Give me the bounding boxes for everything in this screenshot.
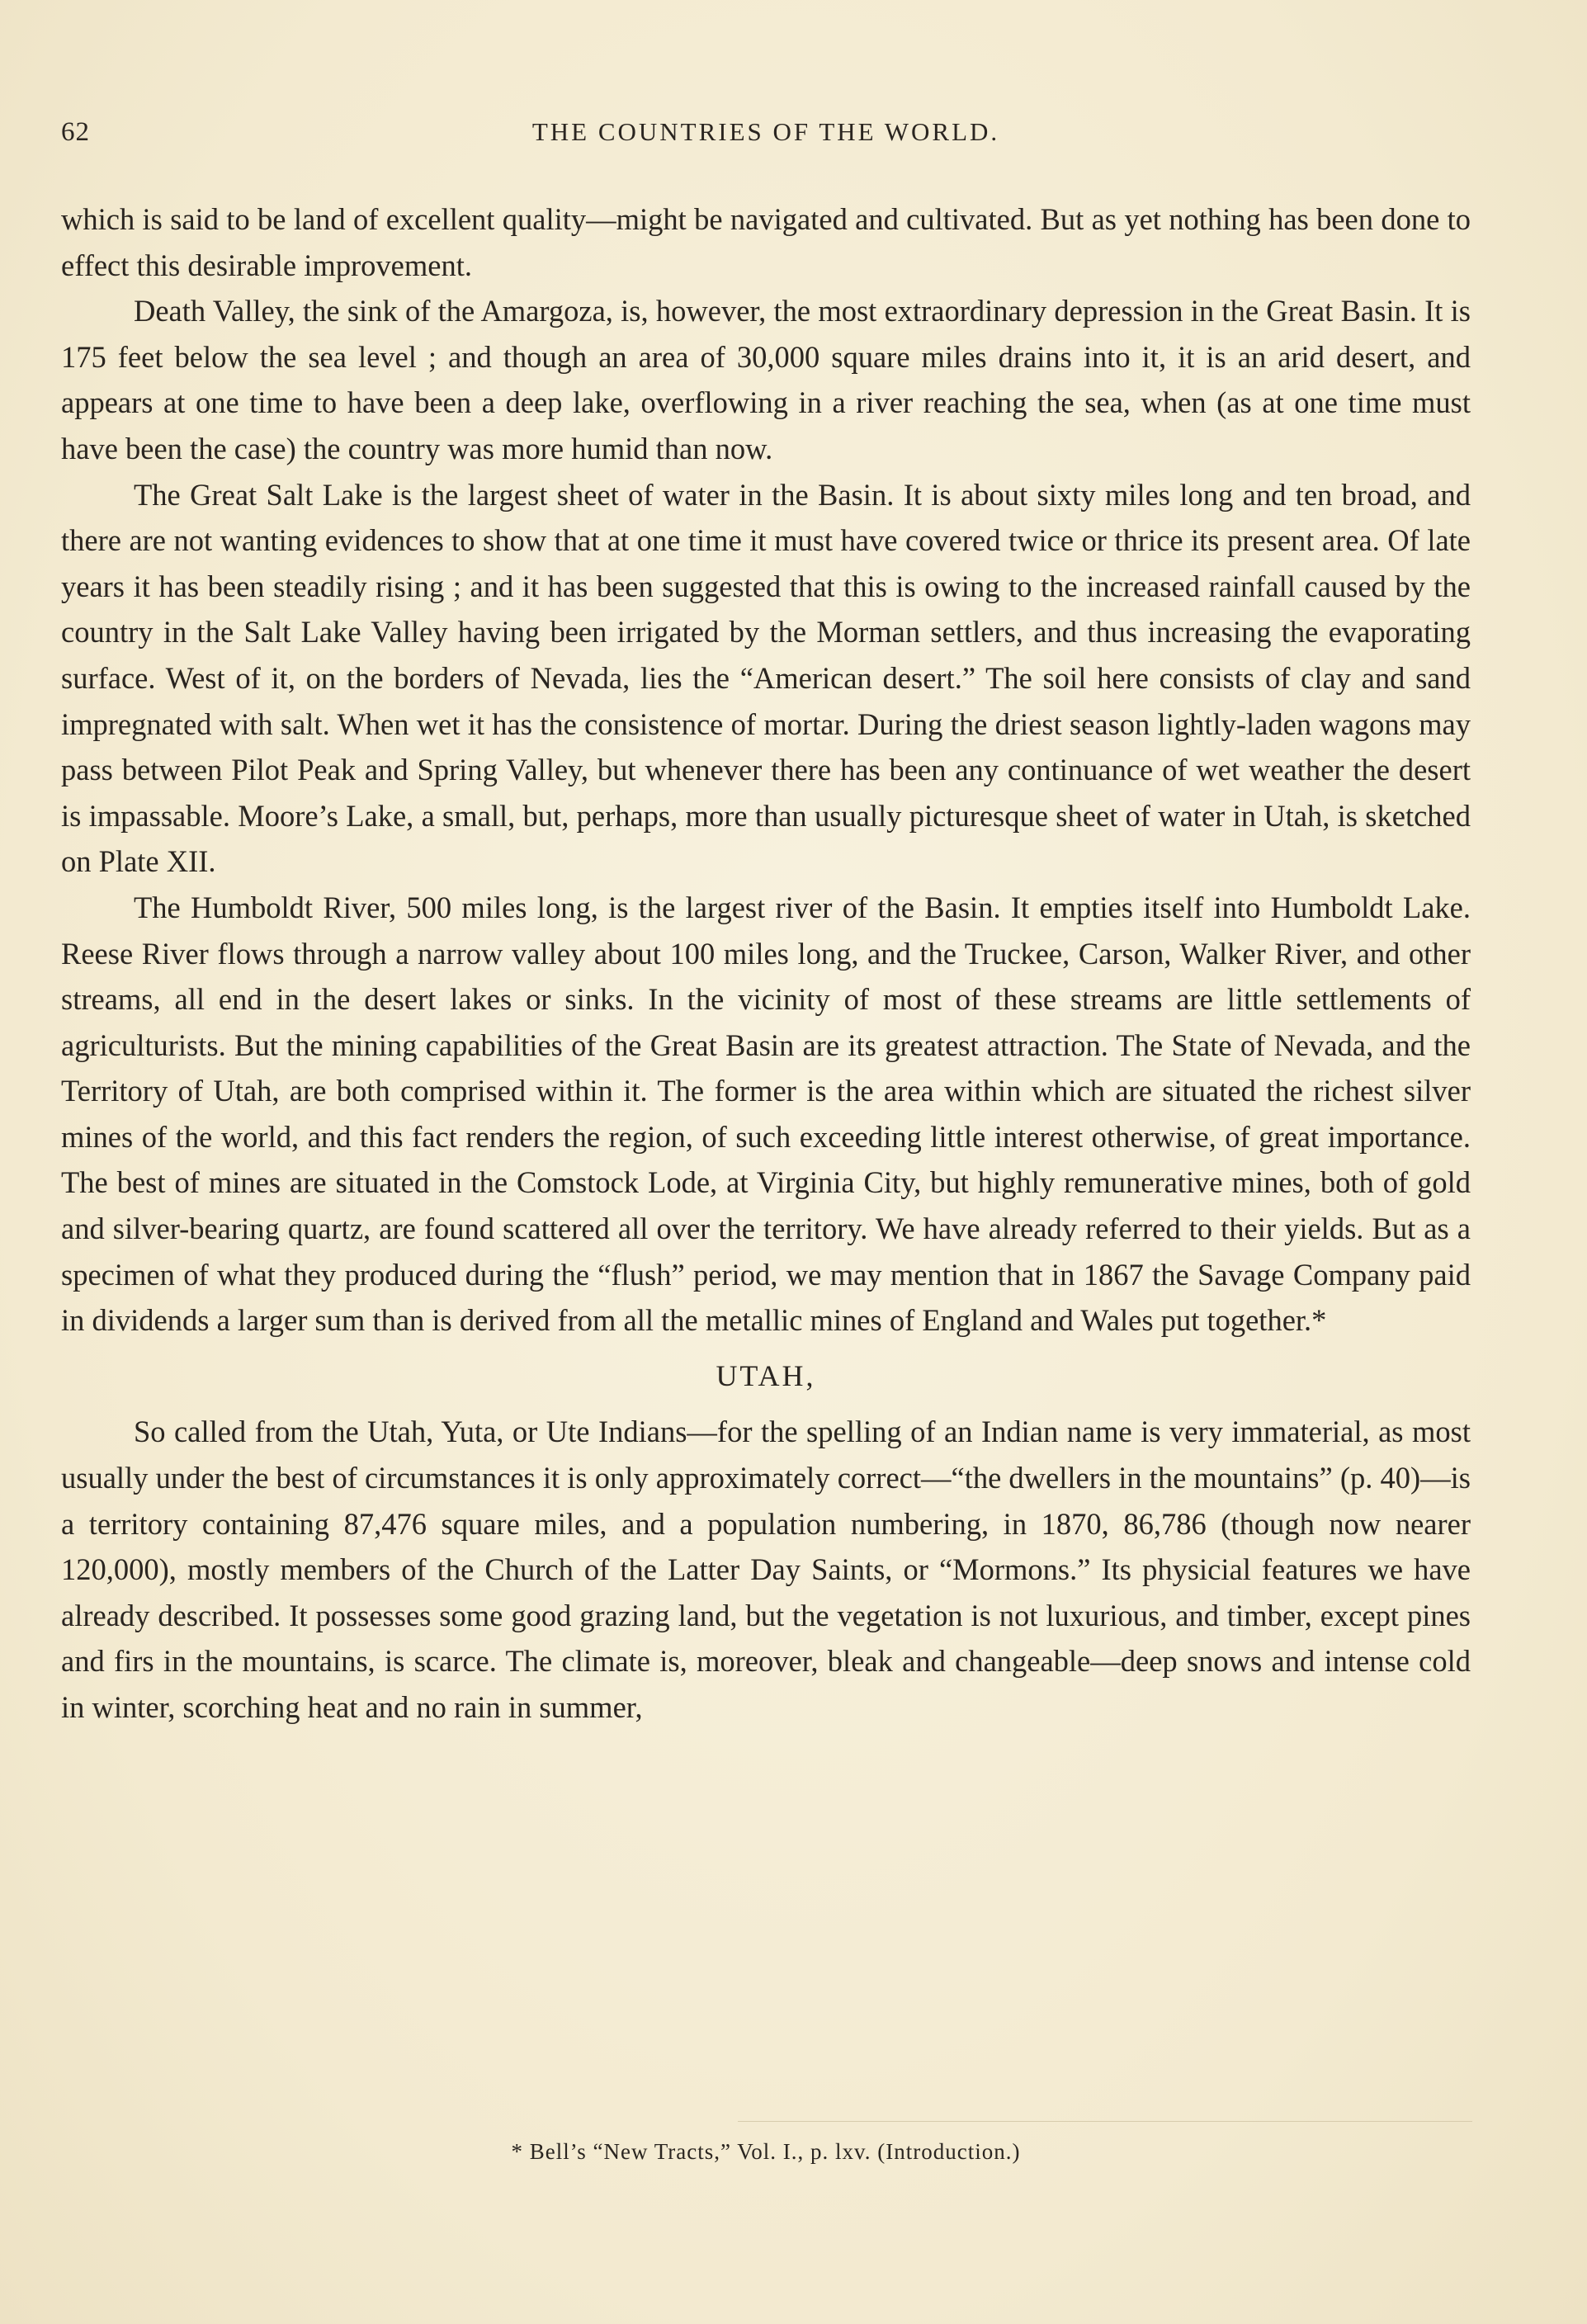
page-number: 62	[61, 117, 90, 147]
footnote: * Bell’s “New Tracts,” Vol. I., p. lxv. (Introduction.)	[511, 2139, 1021, 2164]
running-title: THE COUNTRIES OF THE WORLD.	[531, 117, 1000, 146]
paragraph-great-salt-lake: The Great Salt Lake is the largest sheet of water in the Basin. It is about sixty miles long and ten broad, and there are not wanting evidences to show that at one time it must have covered twice or thrice its present area. Of late years it has been steadily rising ; and it has been suggested that this is owing to the increased rainfall caused by the country in the Salt Lake Valley having been irrigated by the Morman settlers, and thus increasing the evaporating surface. West of it, on the borders of Nevada, lies the “American desert.” The soil here consists of clay and sand impregnated with salt. When wet it has the consistence of mortar. During the driest season lightly-laden wagons may pass between Pilot Peak and Spring Valley, but whenever there has been any continuance of wet weather the desert is impassable. Moore’s Lake, a small, but, perhaps, more than usually picturesque sheet of water in Utah, is sketched on Plate XII.	[61, 477, 1471, 879]
book-page	[61, 0, 1471, 2324]
paragraph-continuation: which is said to be land of excellent quality—might be navigated and cultivated. But as yet nothing has been done to effect this desirable improvement.	[61, 202, 1471, 282]
body-text	[61, 196, 1471, 1731]
section-heading-utah: UTAH,	[716, 1358, 816, 1392]
running-head	[61, 117, 1471, 167]
footnote-divider	[738, 2121, 1472, 2122]
paragraph-humboldt-river: The Humboldt River, 500 miles long, is the largest river of the Basin. It empties itself into Humboldt Lake. Reese River flows through a narrow valley about 100 miles long, and the Truckee, Carson, Walker River, and other streams, all end in the desert lakes or sinks. In the vicinity of most of these streams are little settlements of agriculturists. But the mining capabilities of the Great Basin are its greatest attraction. The State of Nevada, and the Territory of Utah, are both comprised within it. The former is the area within which are situated the richest silver mines of the world, and this fact renders the region, of such exceeding little interest otherwise, of great importance. The best of mines are situated in the Comstock Lode, at Virginia City, but highly remunerative mines, both of gold and silver-bearing quartz, are found scattered all over the territory. We have already referred to their yields. But as a specimen of what they produced during the “flush” period, we may mention that in 1867 the Savage Company paid in dividends a larger sum than is derived from all the metallic mines of England and Wales put together.*	[61, 890, 1471, 1338]
paragraph-death-valley: Death Valley, the sink of the Amargoza, is, however, the most extraordinary depression in the Great Basin. It is 175 feet below the sea level ; and though an area of 30,000 square miles drains into it, it is an arid desert, and appears at one time to have been a deep lake, overflowing in a river reaching the sea, when (as at one time must have been the case) the country was more humid than now.	[61, 294, 1471, 465]
paragraph-utah: So called from the Utah, Yuta, or Ute Indians—for the spelling of an Indian name is very immaterial, as most usually under the best of circumstances it is only approximately correct—“the dwellers in the mountains” (p. 40)—is a territory containing 87,476 square miles, and a population numbering, in 1870, 86,786 (though now nearer 120,000), mostly members of the Church of the Latter Day Saints, or “Mormons.” Its physicial features we have already described. It possesses some good grazing land, but the vegetation is not luxurious, and timber, except pines and firs in the mountains, is scarce. The climate is, moreover, bleak and changeable—deep snows and intense cold in winter, scorching heat and no rain in summer,	[61, 1415, 1471, 1724]
